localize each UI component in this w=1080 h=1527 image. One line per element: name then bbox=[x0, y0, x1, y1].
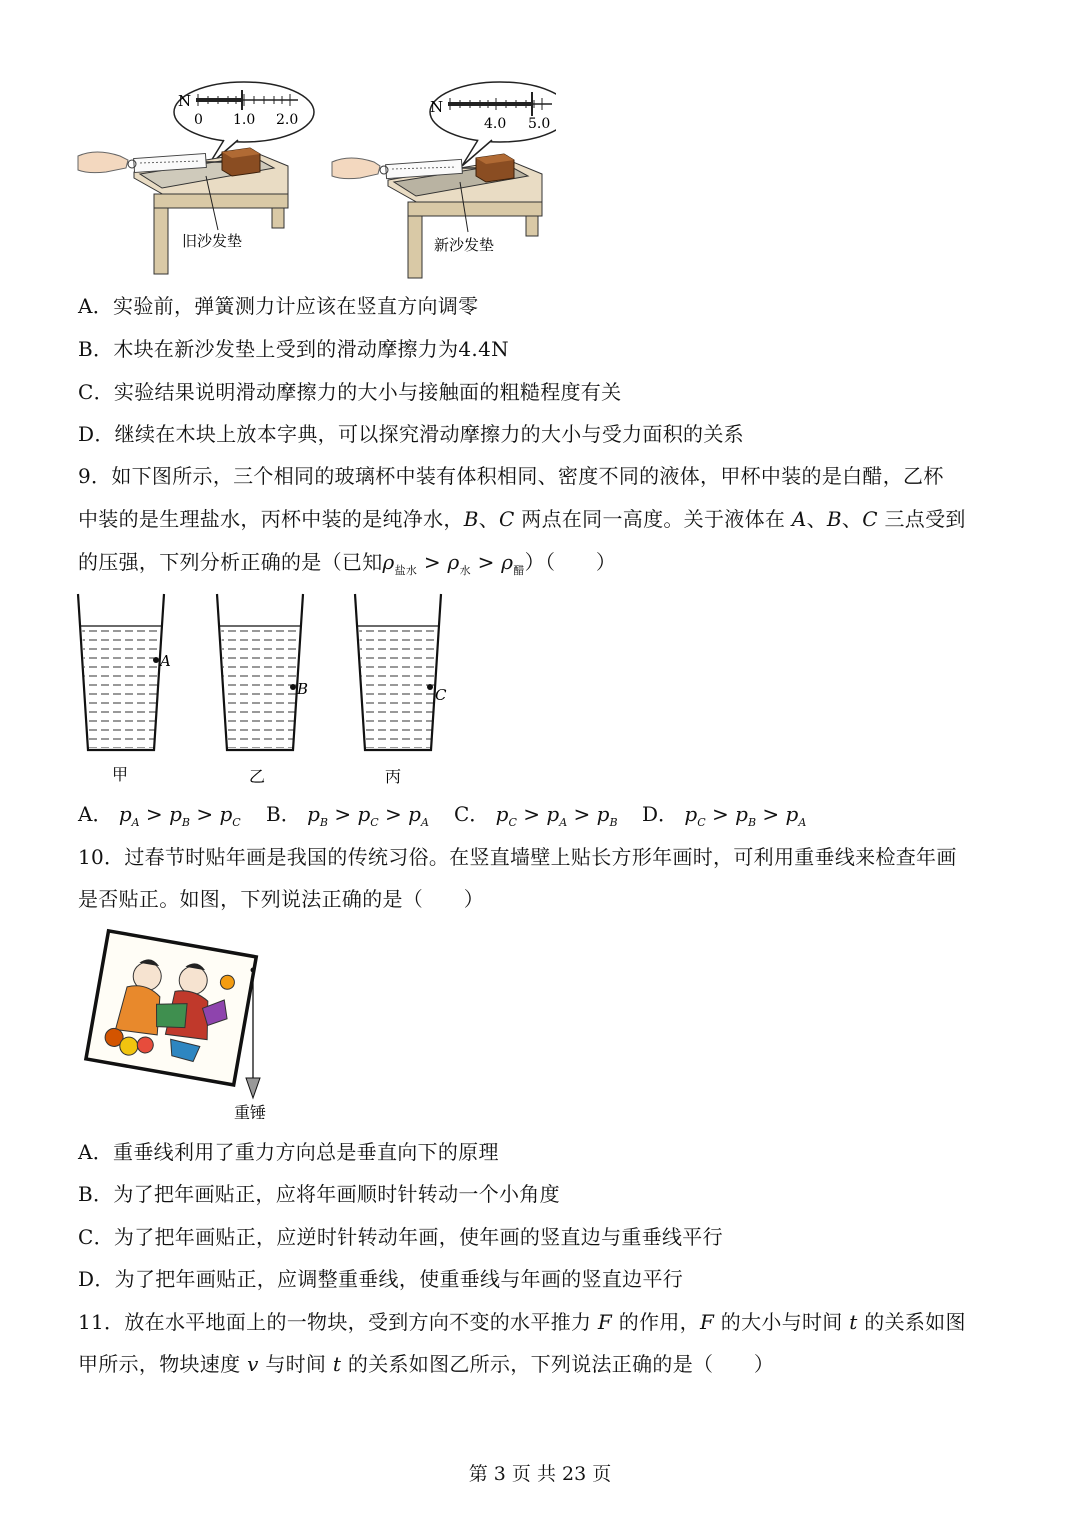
q9-stem-line3: 的压强，下列分析正确的是（已知$\rho_{盐水} > \rho_水 > \rho_醋$）（ ） bbox=[78, 550, 617, 577]
q9-option-c: C． $p_C > p_A > p_B$ bbox=[454, 802, 618, 829]
fig8-left-caption: 旧沙发垫 bbox=[182, 232, 243, 250]
fig8-left-setup bbox=[78, 82, 314, 274]
q9-cup-label-bing: 丙 bbox=[385, 767, 402, 786]
q9-cup-label-yi: 乙 bbox=[249, 767, 266, 786]
page-footer: 第 3 页 共 23 页 bbox=[468, 1463, 612, 1485]
q8-option-a: A．实验前，弹簧测力计应该在竖直方向调零 bbox=[78, 294, 479, 318]
fig8-right-caption: 新沙发垫 bbox=[434, 236, 495, 254]
q9-point-a: A bbox=[160, 652, 171, 670]
q9-cup-label-jia: 甲 bbox=[112, 765, 129, 784]
q8-option-d: D．继续在木块上放本字典，可以探究滑动摩擦力的大小与受力面积的关系 bbox=[78, 422, 744, 446]
fig8-right-tick-1: 5.0 bbox=[528, 116, 551, 132]
q10-option-a: A．重垂线利用了重力方向总是垂直向下的原理 bbox=[78, 1140, 499, 1164]
q9-option-b: B． $p_B > p_C > p_A$ bbox=[266, 802, 429, 829]
q8-option-b: B．木块在新沙发垫上受到的滑动摩擦力为4.4N bbox=[78, 337, 509, 361]
q10-picture bbox=[86, 931, 256, 1085]
fig8-right-setup bbox=[332, 82, 556, 278]
q11-stem-line2: 甲所示，物块速度 v 与时间 t 的关系如图乙所示，下列说法正确的是（ ） bbox=[78, 1352, 775, 1376]
q10-plumb-caption: 重锤 bbox=[234, 1103, 267, 1122]
fig8-left-tick-2: 2.0 bbox=[276, 112, 299, 128]
q11-stem-line1: 11．放在水平地面上的一物块，受到方向不变的水平推力 F 的作用，F 的大小与时间 t 的关系如图 bbox=[78, 1310, 966, 1334]
q9-option-d: D． $p_C > p_B > p_A$ bbox=[642, 802, 807, 829]
q9-point-b: B bbox=[297, 680, 309, 698]
q10-option-c: C．为了把年画贴正，应逆时针转动年画，使年画的竖直边与重垂线平行 bbox=[78, 1225, 723, 1249]
q10-new-year-picture-figure bbox=[76, 928, 276, 1128]
q9-cup-jia bbox=[78, 594, 171, 784]
q9-option-a: A． $p_A > p_B > p_C$ bbox=[78, 802, 241, 829]
q9-stem-line2: 中装的是生理盐水，丙杯中装的是纯净水，B、C 两点在同一高度。关于液体在 A、B、C 三点受到 bbox=[78, 507, 966, 531]
fig8-left-tick-1: 1.0 bbox=[233, 112, 256, 128]
q9-stem-line1: 9．如下图所示，三个相同的玻璃杯中装有体积相同、密度不同的液体，甲杯中装的是白醋，乙杯 bbox=[78, 464, 944, 488]
q9-point-c: C bbox=[435, 686, 447, 704]
fig8-left-unit: N bbox=[178, 92, 192, 110]
fig8-experiment-figure bbox=[76, 74, 556, 280]
q10-stem-line2: 是否贴正。如图，下列说法正确的是（ ） bbox=[78, 887, 484, 911]
fig8-left-tick-0: 0 bbox=[194, 112, 203, 128]
fig8-right-unit: N bbox=[430, 98, 444, 116]
q10-stem-line1: 10．过春节时贴年画是我国的传统习俗。在竖直墙壁上贴长方形年画时，可利用重垂线来检查年画 bbox=[78, 845, 957, 869]
q9-cups-figure bbox=[76, 590, 456, 790]
q9-cup-yi bbox=[217, 594, 308, 786]
q10-option-b: B．为了把年画贴正，应将年画顺时针转动一个小角度 bbox=[78, 1182, 560, 1206]
q10-option-d: D．为了把年画贴正，应调整重垂线，使重垂线与年画的竖直边平行 bbox=[78, 1267, 684, 1291]
fig8-right-tick-0: 4.0 bbox=[484, 116, 507, 132]
q8-option-c: C．实验结果说明滑动摩擦力的大小与接触面的粗糙程度有关 bbox=[78, 380, 622, 404]
q9-cup-bing bbox=[355, 594, 447, 786]
